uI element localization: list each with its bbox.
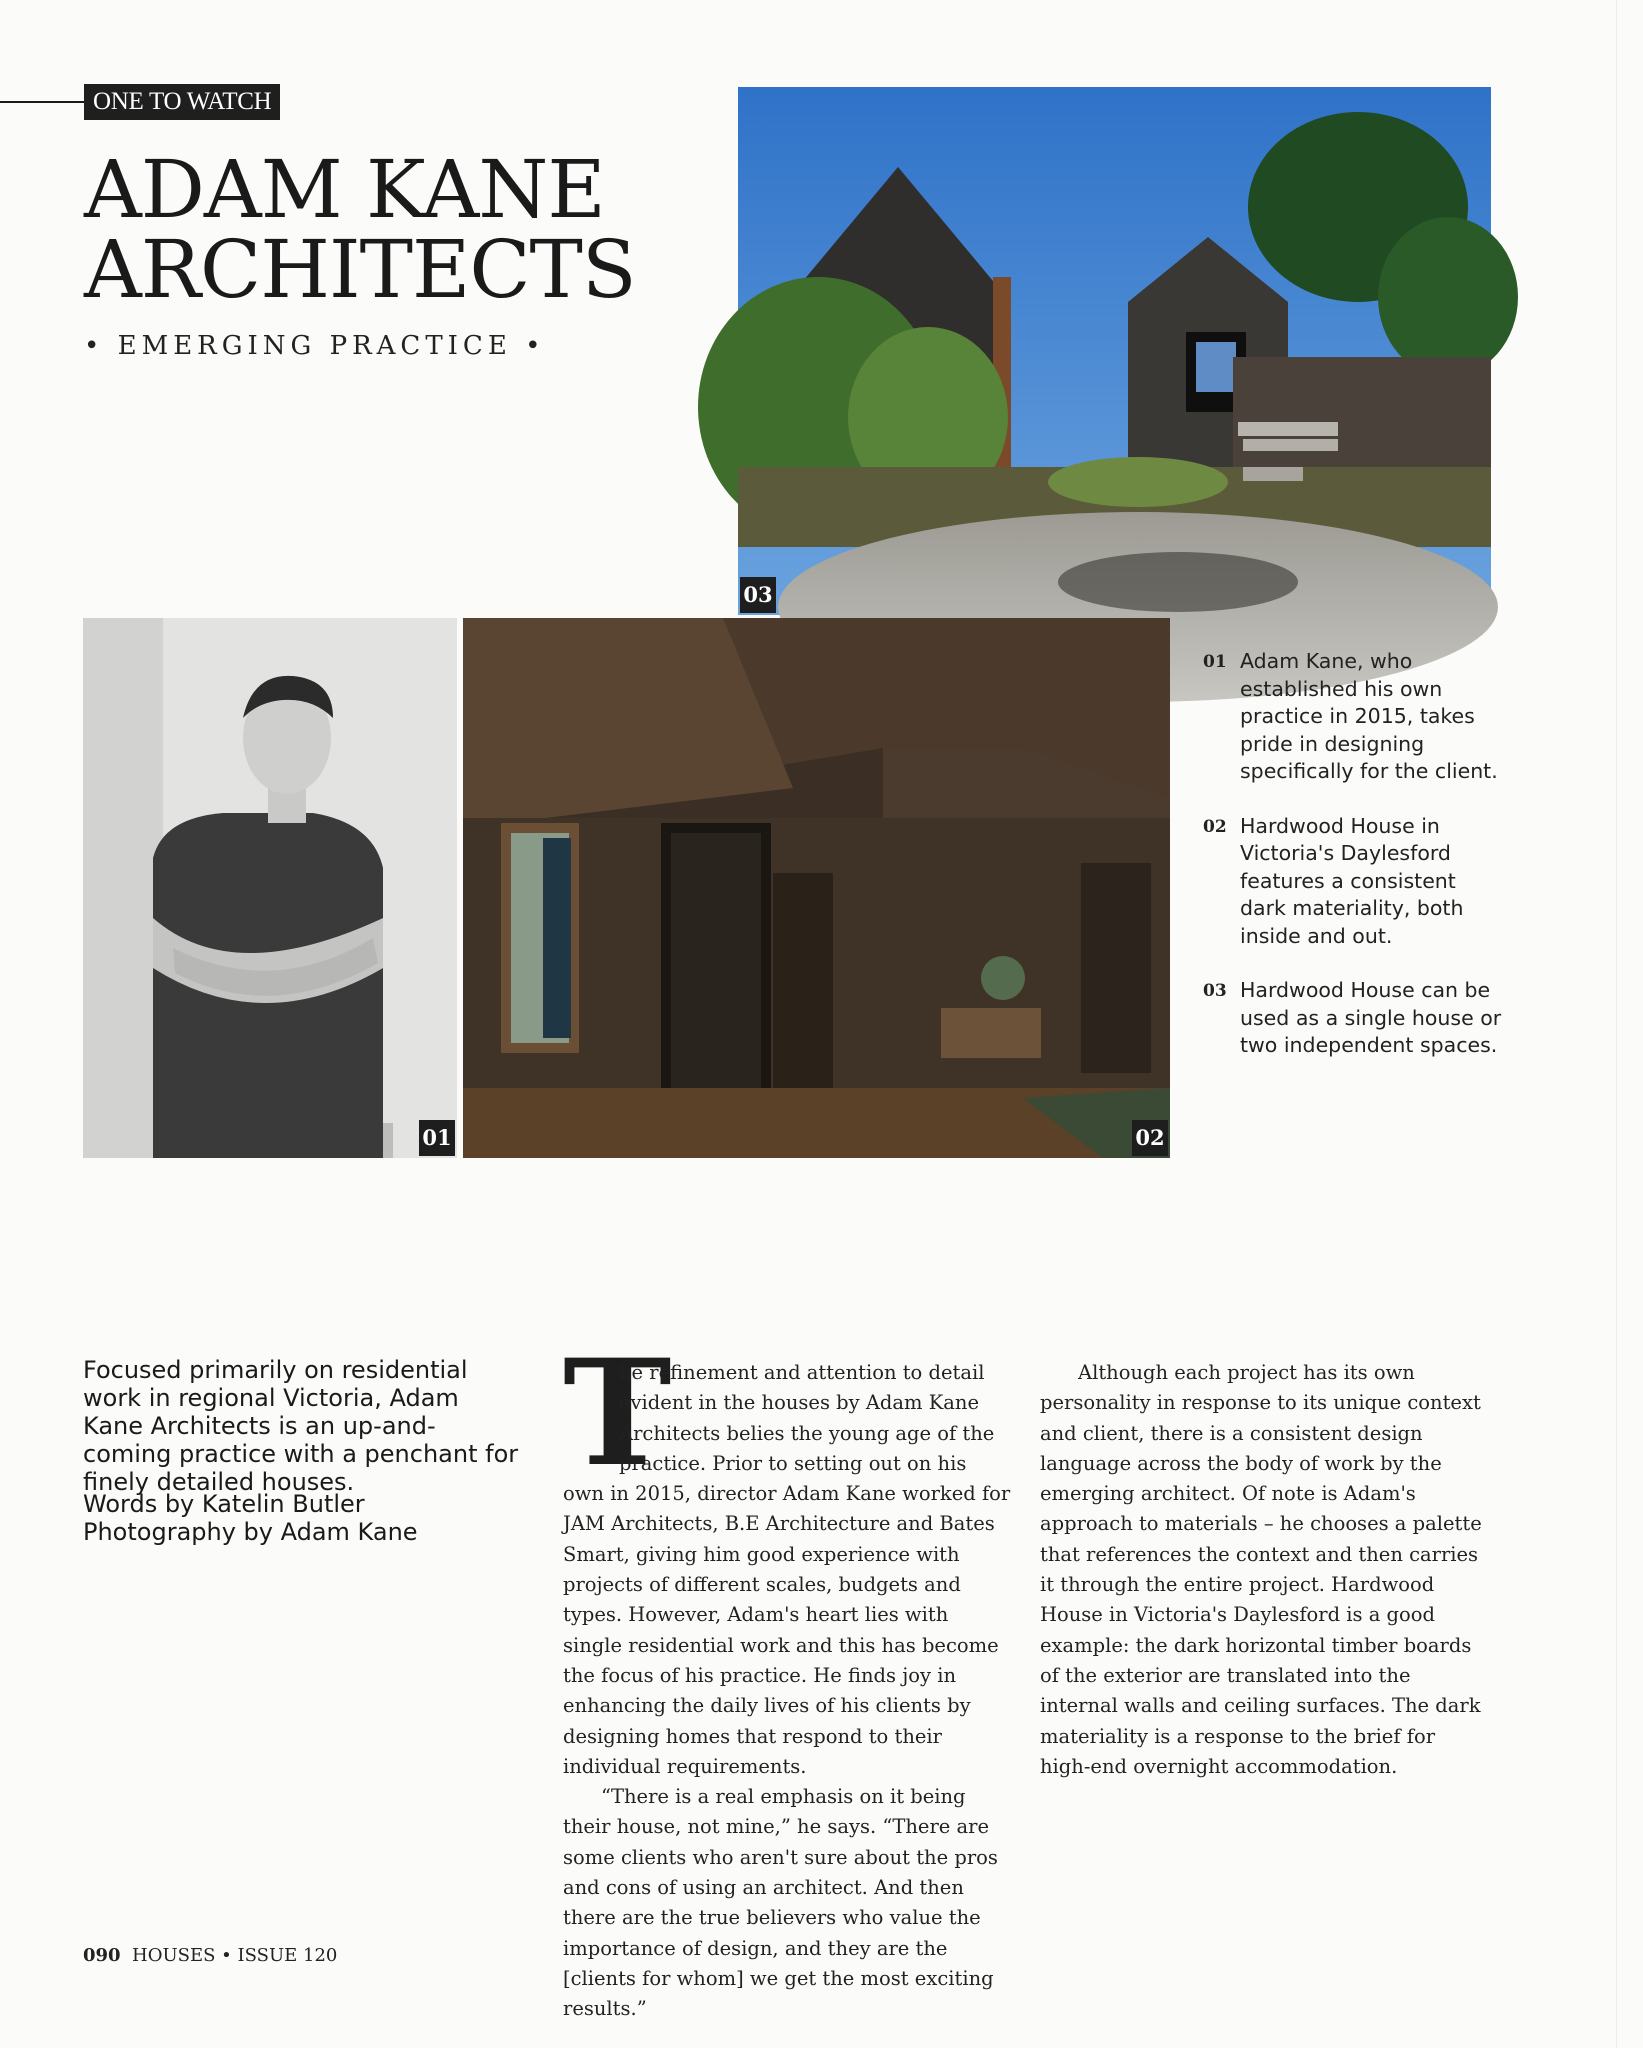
caption-number: 03	[1203, 981, 1227, 1001]
caption-text: Hardwood House in Victoria's Daylesford features a consistent dark materiality, both inside and out.	[1240, 813, 1464, 948]
article-column-2	[1040, 1358, 1490, 1782]
photo-adam-kane-portrait	[83, 618, 457, 1158]
article-column-1	[563, 1328, 1013, 2021]
article-paragraph-2: “There is a real emphasis on it being their house, not mine,” he says. “There are some clients who aren't sure about the pros and cons of using an architect. And then there are the true believers who value the importance of design, and they are the [clients for whom] we get the most exciting results.”	[563, 1785, 998, 2021]
page-subtitle: • EMERGING PRACTICE •	[84, 331, 546, 361]
portrait-image	[83, 618, 457, 1158]
caption-text: Hardwood House can be used as a single house or two independent spaces.	[1240, 978, 1502, 1057]
photo-hardwood-house-interior	[463, 618, 1170, 1158]
page-gutter-line	[1616, 0, 1617, 2048]
page-number: 090	[83, 1945, 121, 1966]
caption-number: 02	[1203, 816, 1227, 837]
photo-credit: Photography by Adam Kane	[83, 1518, 418, 1546]
photo-number-03: 03	[740, 577, 776, 613]
title-line-2: ARCHITECTS	[84, 223, 636, 316]
article-paragraph-1: he refinement and attention to detail evident in the houses by Adam Kane Architects belies the young age of the practice. Prior to setting out on his own in 2015, director Adam Kane worked for JAM Architects, B.E Architecture and Bates Smart, giving him good experience with projects of different scales, budgets and types. However, Adam's heart lies with single residential work and this has become the focus of his practice. He finds joy in enhancing the daily lives of his clients by designing homes that respond to their individual requirements.	[563, 1361, 1011, 1778]
author-credit: Words by Katelin Butler	[83, 1490, 365, 1518]
drop-cap: T	[563, 1328, 672, 1499]
caption-03	[1203, 977, 1503, 1060]
article-standfirst: Focused primarily on residential work in regional Victoria, Adam Kane Architects is an up-and-coming practice with a penchant for finely detailed houses.	[83, 1356, 519, 1496]
photo-captions	[1203, 648, 1503, 1087]
page-title	[84, 143, 644, 316]
caption-number: 01	[1203, 652, 1227, 672]
publication-name: HOUSES • ISSUE 120	[132, 1945, 338, 1966]
header-rule	[0, 101, 84, 103]
caption-01	[1203, 648, 1503, 786]
photo-number-02: 02	[1132, 1120, 1168, 1156]
photo-hardwood-house-exterior	[738, 87, 1491, 615]
caption-02	[1203, 813, 1503, 951]
article-credits	[83, 1490, 523, 1546]
article-paragraph-3: Although each project has its own personality in response to its unique context and client, there is a consistent design language across the body of work by the emerging architect. Of note is Adam's approach to materials – he chooses a palette that references the context and then carries it through the entire project. Hardwood House in Victoria's Daylesford is a good example: the dark horizontal timber boards of the exterior are translated into the internal walls and ceiling surfaces. The dark materiality is a response to the brief for high-end overnight accommodation.	[1040, 1361, 1482, 1778]
title-line-1: ADAM KANE	[84, 143, 605, 236]
section-kicker: ONE TO WATCH	[84, 84, 280, 120]
interior-image	[463, 618, 1170, 1158]
caption-text: Adam Kane, who established his own practice in 2015, takes pride in designing specifically for the client.	[1240, 649, 1498, 783]
page-footer	[83, 1945, 337, 1966]
photo-number-01: 01	[419, 1120, 455, 1156]
exterior-image	[738, 87, 1491, 615]
